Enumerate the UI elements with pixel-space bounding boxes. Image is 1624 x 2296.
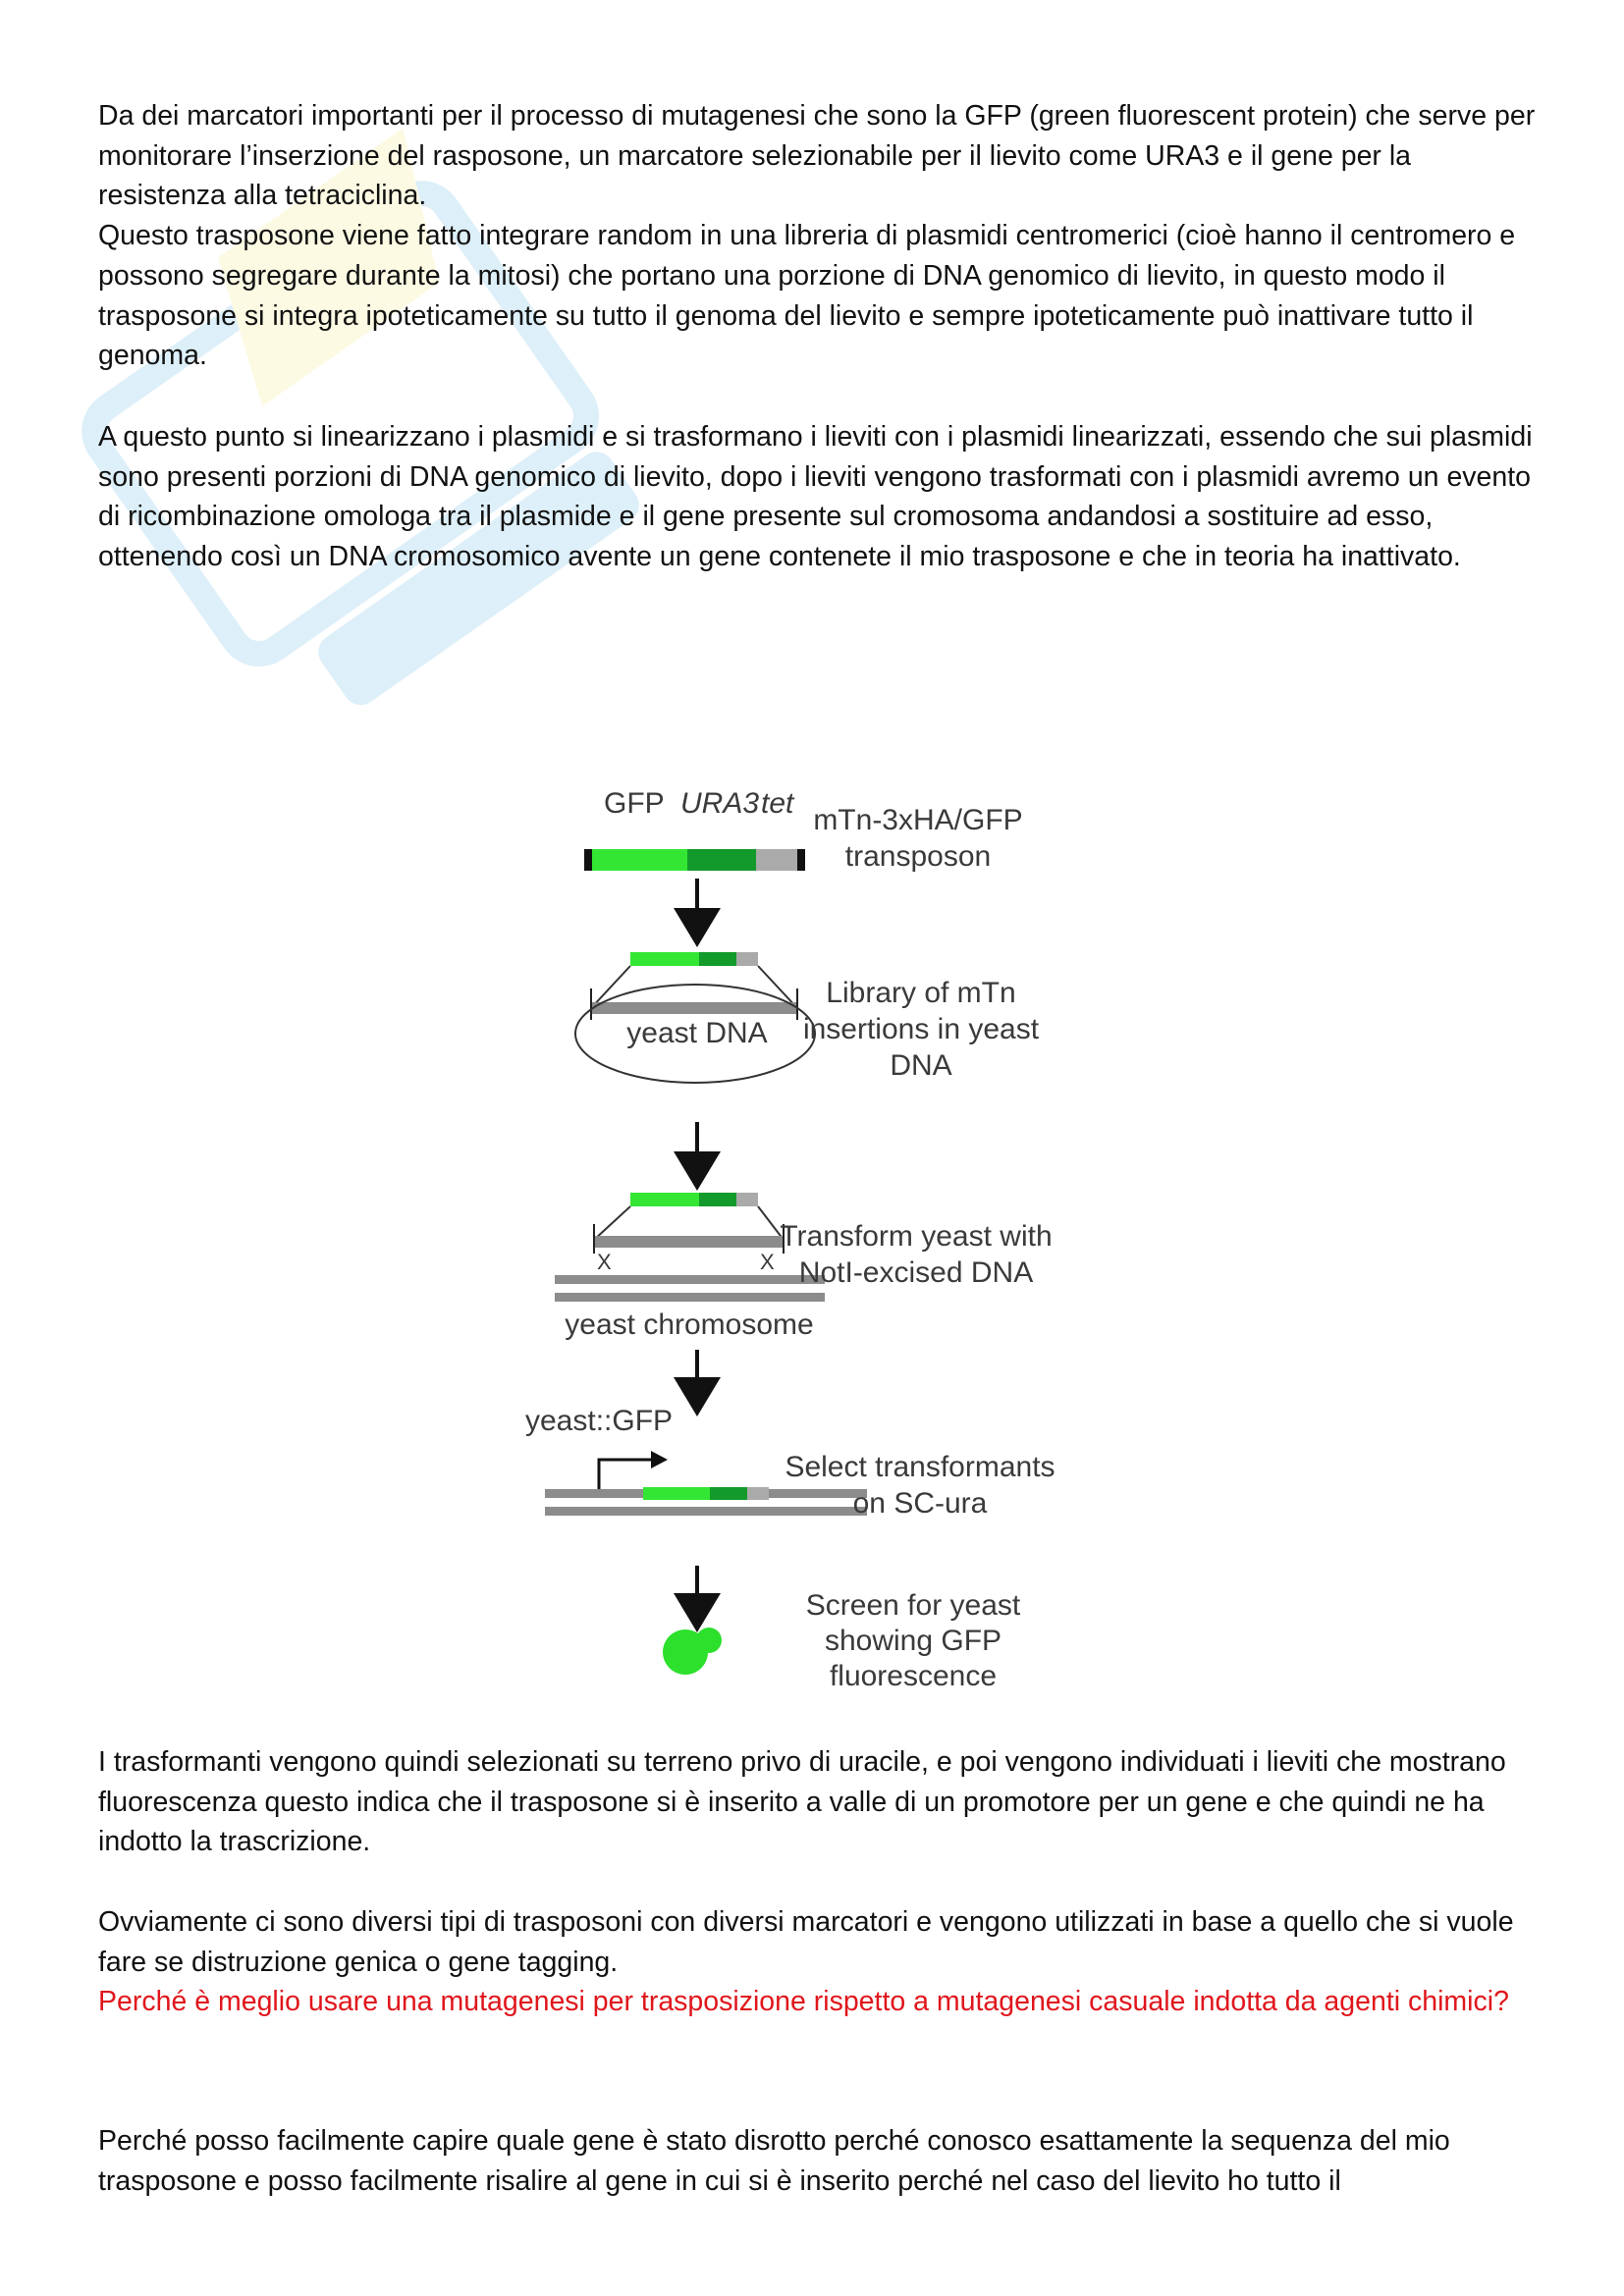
- step4-line2: on SC-ura: [852, 1487, 988, 1520]
- step2-line2: insertions in yeast: [802, 1013, 1040, 1045]
- step3-line2: NotI-excised DNA: [798, 1256, 1034, 1289]
- step5-line2: showing GFP: [824, 1625, 1002, 1657]
- paragraph-library: Questo trasposone viene fatto integrare random in una libreria di plasmidi centromerici (cioè hanno il centromero e possono segregare durante la mitosi) che portano una porzione di DNA genomico di lievito, in questo modo il trasposone si integra ipoteticamente su tutto il genoma del lievito e sempre ipoteticamente può inattivare tutto il genoma.: [98, 220, 1516, 372]
- recombination-section: [98, 417, 1542, 577]
- step2-line3: DNA: [890, 1049, 952, 1082]
- excised-dna: [594, 1193, 784, 1254]
- plasmid-label: yeast DNA: [626, 1017, 768, 1049]
- paragraph-recombination: A questo punto si linearizzano i plasmidi e si trasformano i lieviti con i plasmidi linearizzati, essendo che sui plasmidi sono presenti porzioni di DNA genomico di lievito, dopo i lieviti vengono trasformati con i plasmidi avremo un evento di ricombinazione omologa tra il plasmide e il gene presente sul cromosoma andandosi a sostituire ad esso, ottenendo così un DNA cromosomico avente un gene contenete il mio trasposone e che in teoria ha inattivato.: [98, 421, 1533, 573]
- step3-line1: Transform yeast with: [780, 1220, 1053, 1253]
- gene-label-gfp: GFP: [604, 787, 665, 820]
- question-text: Perché è meglio usare una mutagenesi per trasposizione rispetto a mutagenesi casuale indotta da agenti chimici?: [98, 1986, 1509, 2018]
- fusion-label: yeast::GFP: [525, 1405, 674, 1437]
- step2-line1: Library of mTn: [826, 977, 1016, 1009]
- paragraph-selection: I trasformanti vengono quindi selezionati su terreno privo di uracile, e poi vengono individuati i lieviti che mostrano fluorescenza questo indica che il trasposone si è inserito a valle di un promotore per un gene e che quindi ne ha indotto la trascrizione.: [98, 1746, 1506, 1858]
- question-section: [98, 1902, 1542, 2022]
- paragraph-answer: Perché posso facilmente capire quale gene è stato disrotto perché conosco esattamente la sequenza del mio trasposone e posso facilmente risalire al gene in cui si è inserito perché nel caso del lievito ho tutto il: [98, 2125, 1450, 2197]
- step1-line1: mTn-3xHA/GFP: [813, 804, 1023, 836]
- yeast-chromosome: [555, 1275, 825, 1302]
- gene-label-tet: tet: [761, 787, 794, 820]
- step5-line3: fluorescence: [829, 1660, 998, 1692]
- step5-line1: Screen for yeast: [805, 1589, 1021, 1622]
- transposon-mutagenesis-diagram: [520, 780, 1149, 1713]
- answer-section: [98, 2121, 1542, 2201]
- gene-label-ura3: URA3: [680, 787, 760, 820]
- transposon-bar: [584, 849, 805, 871]
- intro-section: [98, 96, 1542, 376]
- paragraph-markers: Da dei marcatori importanti per il processo di mutagenesi che sono la GFP (green fluorescent protein) che serve per monitorare l’inserzione del rasposone, un marcatore selezionabile per il lievito come URA3 e il gene per la resistenza alla tetraciclina.: [98, 100, 1536, 212]
- step4-line1: Select transformants: [785, 1451, 1056, 1483]
- selection-section: [98, 1742, 1542, 1862]
- chromosome-label: yeast chromosome: [565, 1308, 814, 1341]
- crossover-right: X: [760, 1250, 775, 1274]
- step1-line2: transposon: [844, 840, 992, 873]
- paragraph-transposon-types: Ovviamente ci sono diversi tipi di trasposoni con diversi marcatori e vengono utilizzati in base a quello che si vuole fare se distruzione genica o gene tagging.: [98, 1906, 1514, 1978]
- crossover-left: X: [597, 1250, 612, 1274]
- gfp-yeast-cell: [663, 1628, 722, 1675]
